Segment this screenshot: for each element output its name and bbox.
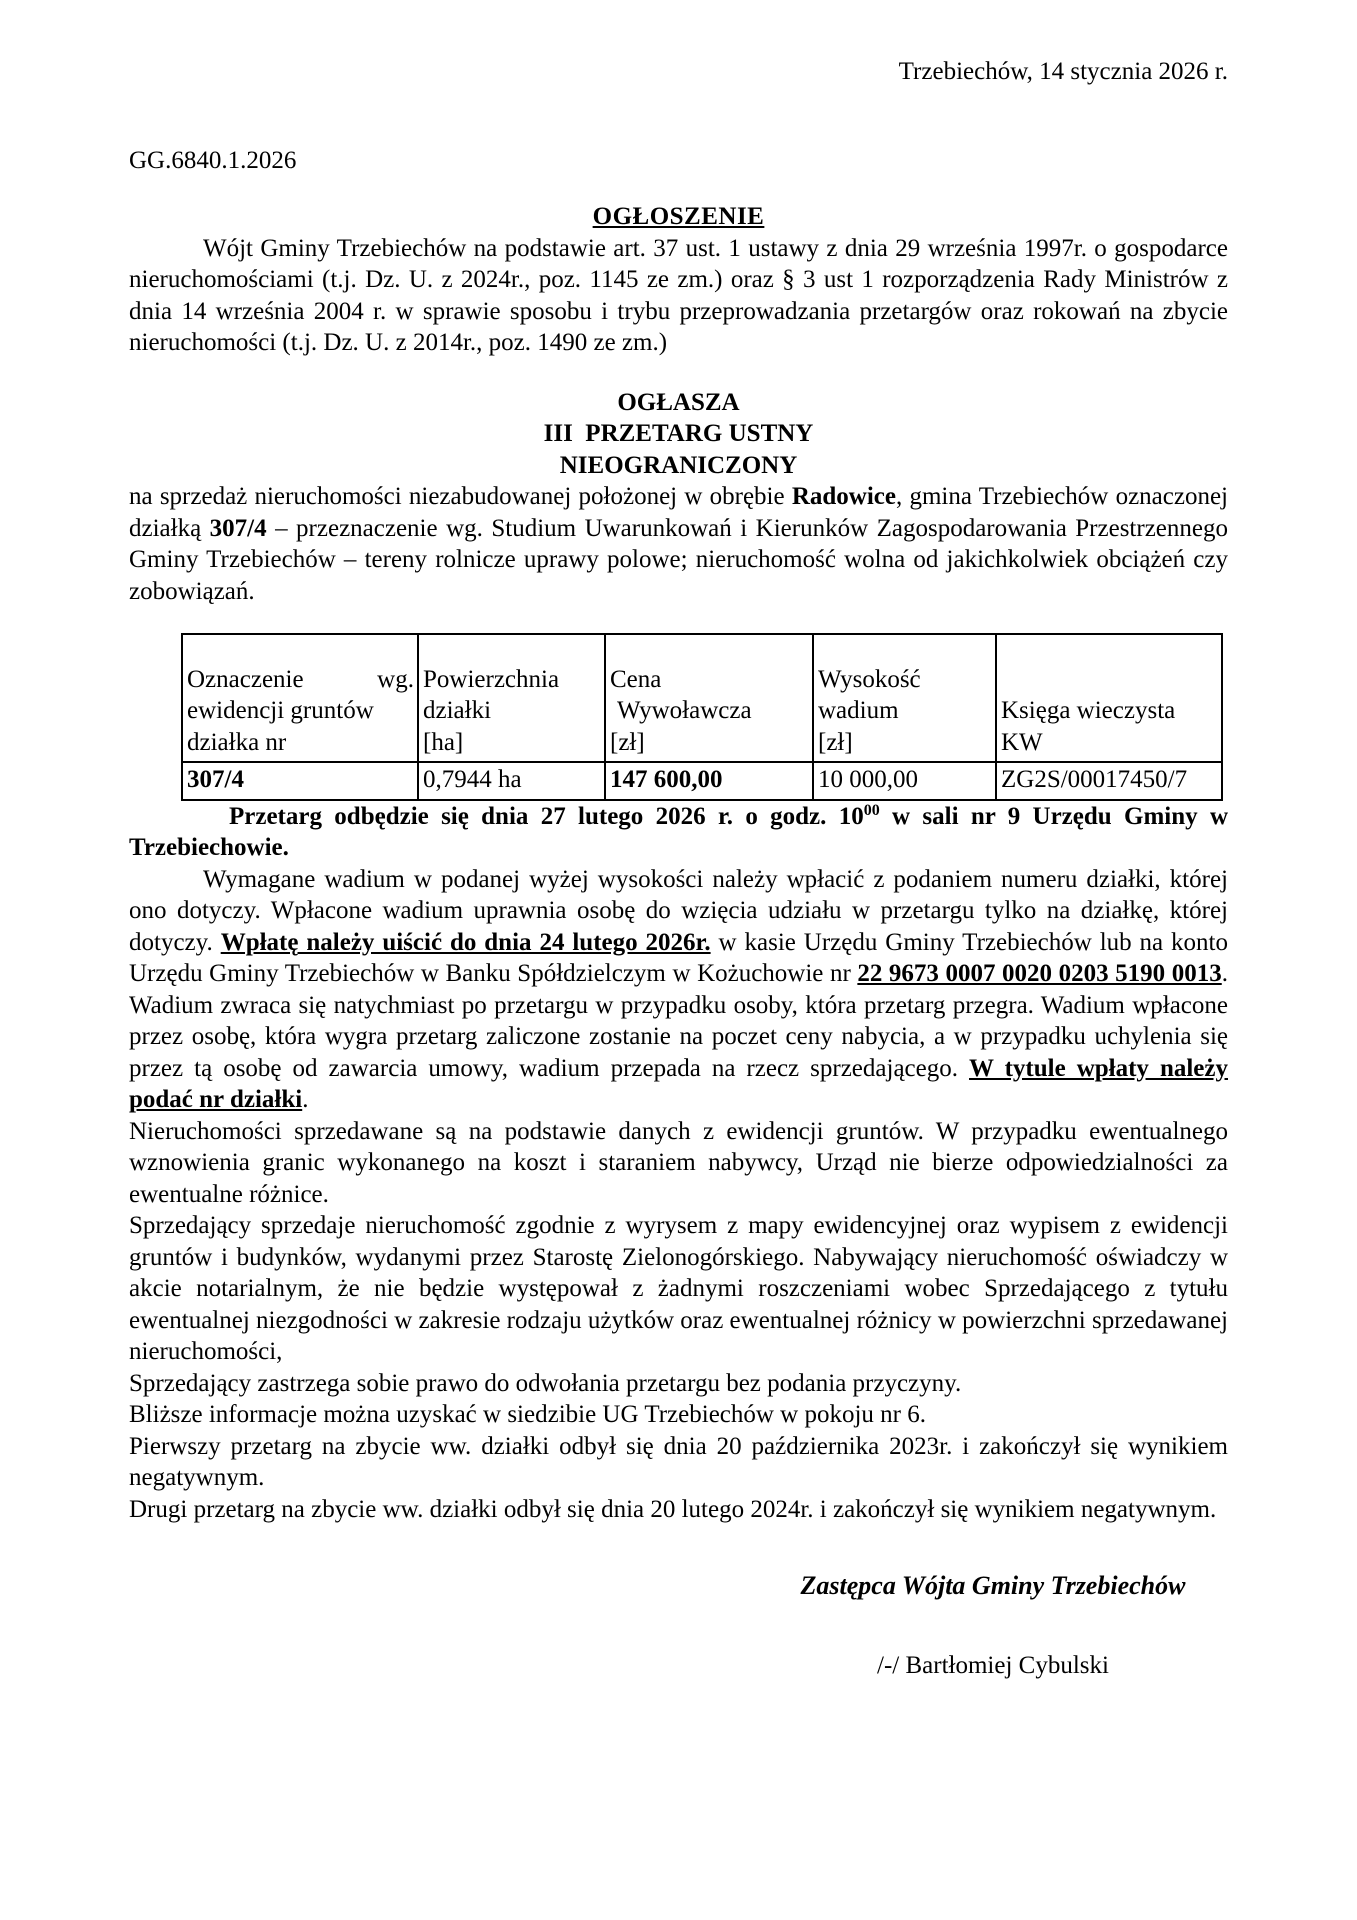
legal-basis-paragraph: Wójt Gminy Trzebiechów na podstawie art. 37 ust. 1 ustawy z dnia 29 września 1997r. o gospodarce nieruchomościami (t.j. Dz. U. z 2024r., poz. 1145 ze zm.) oraz § 3 ust 1 rozporządzenia Rady Ministrów z dnia 14 września 2004 r. w sprawie sposobu i trybu przeprowadzania przetargów oraz rokowań na zbycie nieruchomości (t.j. Dz. U. z 2014r., poz. 1490 ze zm.) — [129, 234, 1228, 356]
header-area-line2: działki — [423, 697, 492, 724]
more-info-paragraph: Bliższe informacje można uzyskać w siedzibie UG Trzebiechów w pokoju nr 6. — [129, 1401, 927, 1428]
deposit-text-1: Wymagane wadium w podanej wyżej wysokości należy wpłacić z podaniem numeru działki, której ono dotyczy. Wpłacone wadium uprawnia osobę do wzięcia udziału w przetargu tylko na działkę, której dotyczy. — [129, 865, 1228, 956]
header-deposit-line3: [zł] — [818, 728, 853, 756]
header-price-line3: [zł] — [610, 728, 645, 756]
cell-area: 0,7944 ha — [418, 762, 605, 800]
subject-paragraph — [129, 481, 1228, 607]
subject-text-3: – przeznaczenie wg. Studium Uwarunkowań i Kierunków Zagospodarowania Przestrzennego Gminy Trzebiechów – tereny rolnicze uprawy polowe; nieruchomość wolna od jakichkolwiek obciążeń czy zobowiązań. — [129, 514, 1228, 605]
header-price-line2: Wywoławcza — [617, 697, 752, 724]
heading-auction-type: III PRZETARG USTNY — [543, 420, 814, 447]
cell-deposit: 10 000,00 — [813, 762, 996, 800]
subject-village-name: Radowice — [791, 483, 896, 510]
header-area-line1: Powierzchnia — [423, 665, 560, 693]
auction-date-text-2: w sali nr 9 Urzędu Gminy w Trzebiechowie. — [129, 802, 1228, 861]
header-area — [418, 634, 605, 762]
header-plot-designation — [182, 634, 418, 762]
deposit-text-2: w kasie Urzędu Gminy Trzebiechów lub na konto Urzędu Gminy Trzebiechów w Banku Spółdzielczym w Kożuchowie nr — [129, 928, 1229, 987]
header-area-line3: [ha] — [423, 728, 464, 756]
table-data-row — [182, 762, 1222, 800]
subject-text-2: , gmina Trzebiechów oznaczonej działką — [129, 483, 1228, 542]
deposit-text-4: . — [302, 1086, 309, 1113]
header-plot-line3: działka nr — [187, 728, 287, 756]
subject-plot-number: 307/4 — [209, 514, 267, 542]
auction-date-paragraph — [129, 801, 1228, 864]
header-plot-line2: ewidencji gruntów — [187, 697, 374, 724]
document-title-text: OGŁOSZENIE — [592, 203, 765, 230]
cell-land-register: ZG2S/00017450/7 — [996, 762, 1222, 800]
place-date: Trzebiechów, 14 stycznia 2026 r. — [898, 58, 1228, 85]
payment-deadline: Wpłatę należy uiścić do dnia 24 lutego 2026r. — [220, 928, 711, 956]
cell-starting-price: 147 600,00 — [605, 762, 813, 800]
case-number: GG.6840.1.2026 — [129, 146, 297, 174]
plot-table — [181, 633, 1223, 801]
heading-announces: OGŁASZA — [617, 388, 740, 416]
auction-date-text: Przetarg odbędzie się dnia 27 lutego 2026 r. o godz. 10 — [229, 802, 864, 830]
table-header-row — [182, 634, 1222, 762]
deposit-terms-paragraph — [129, 864, 1228, 1116]
second-auction-paragraph: Drugi przetarg na zbycie ww. działki odbył się dnia 20 lutego 2024r. i zakończył się wynikiem negatywnym. — [129, 1495, 1217, 1523]
transfer-title-note: W tytule wpłaty należy podać nr działki — [129, 1054, 1228, 1113]
header-starting-price — [605, 634, 813, 762]
signatory-title: Zastępca Wójta Gminy Trzebiechów — [800, 1571, 1186, 1600]
header-plot-line1: Oznaczenie wg. — [187, 665, 414, 693]
header-land-register — [996, 634, 1222, 762]
signature-block — [753, 1570, 1233, 1681]
header-register-line1: Księga wieczysta — [1001, 697, 1176, 724]
header-deposit-line2: wadium — [818, 697, 899, 724]
header-register-line2: KW — [1001, 728, 1043, 756]
records-disclaimer-paragraph: Nieruchomości sprzedawane są na podstawie danych z ewidencji gruntów. W przypadku ewentualnego wznowienia granic wykonanego na koszt i staraniem nabywcy, Urząd nie bierze odpowiedzialności za ewentualne różnice. — [129, 1117, 1228, 1208]
subject-text-1: na sprzedaż nieruchomości niezabudowanej położonej w obrębie — [129, 483, 792, 510]
auction-hour-superscript: 00 — [863, 801, 880, 819]
header-deposit-line1: Wysokość — [818, 665, 921, 693]
signatory-name: /-/ Bartłomiej Cybulski — [877, 1651, 1109, 1679]
heading-auction-scope: NIEOGRANICZONY — [559, 451, 798, 479]
header-price-line1: Cena — [610, 665, 662, 693]
cell-plot-number: 307/4 — [182, 762, 418, 800]
header-deposit — [813, 634, 996, 762]
document-title — [129, 201, 1228, 233]
deposit-text-3: . Wadium zwraca się natychmiast po przetargu w przypadku osoby, która przetarg przegra. Wadium wpłacone przez osobę, która wygra przetarg zaliczone zostanie na poczet ceny nabycia, a w przypadku uchylenia się przez tą osobę od zawarcia umowy, wadium przepada na rzecz sprzedającego. — [129, 960, 1228, 1082]
seller-statement-paragraph: Sprzedający sprzedaje nieruchomość zgodnie z wyrysem z mapy ewidencyjnej oraz wypisem z ewidencji gruntów i budynków, wydanymi przez Starostę Zielonogórskiego. Nabywający nieruchomość oświadczy w akcie notarialnym, że nie będzie występował z żadnymi roszczeniami wobec Sprzedającego z tytułu ewentualnej niezgodności w zakresie rodzaju użytków oraz ewentualnej różnicy w powierzchni sprzedawanej nieruchomości, — [129, 1212, 1228, 1365]
bank-account-number: 22 9673 0007 0020 0203 5190 0013 — [857, 960, 1222, 987]
first-auction-paragraph: Pierwszy przetarg na zbycie ww. działki odbył się dnia 20 października 2023r. i zakończył się wynikiem negatywnym. — [129, 1432, 1228, 1491]
cancellation-right-paragraph: Sprzedający zastrzega sobie prawo do odwołania przetargu bez podania przyczyny. — [129, 1369, 962, 1397]
announcement-heading — [129, 387, 1228, 482]
